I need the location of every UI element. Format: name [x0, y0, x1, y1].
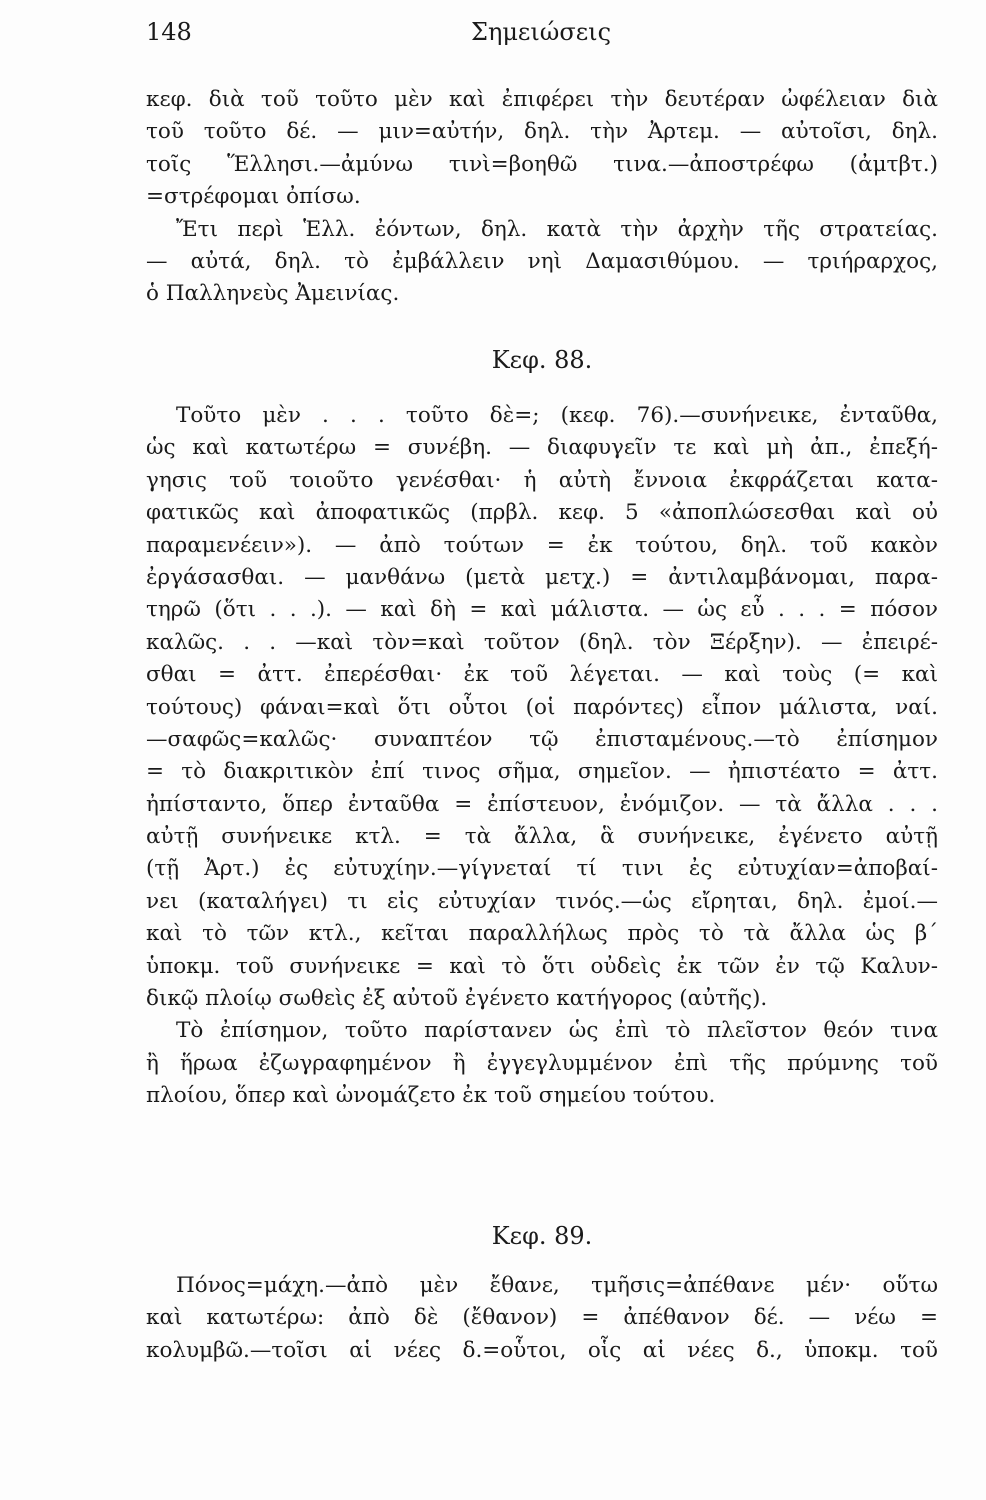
- chapter-heading-88: Κεφ. 88.: [491, 346, 593, 374]
- text-line: Ἔτι περὶ Ἑλλ. ἐόντων, δηλ. κατὰ τὴν ἀρχὴν τῆς στρατείας.: [176, 216, 938, 242]
- running-title: Σημειώσεις: [470, 18, 612, 46]
- text-line: τοῦ τοῦτο δέ. — μιν=αὐτήν, δηλ. τὴν Ἀρτεμ. — αὐτοῖσι, δηλ.: [146, 119, 938, 145]
- text-line: ὡς καὶ κατωτέρω = συνέβη. — διαφυγεῖν τε καὶ μὴ ἀπ., ἐπεξή-: [146, 435, 938, 461]
- text-line: (τῇ Ἀρτ.) ἐς εὐτυχίην.—γίγνεταί τί τινι ἐς εὐτυχίαν=ἀποβαί-: [146, 856, 938, 882]
- chapter-heading-89: Κεφ. 89.: [491, 1222, 593, 1250]
- text-line: τηρῶ (ὅτι . . .). — καὶ δὴ = καὶ μάλιστα. — ὡς εὖ . . . = πόσον: [146, 597, 938, 623]
- notes-continuation: [146, 84, 938, 311]
- text-line: σθαι = ἀττ. ἐπερέσθαι· ἐκ τοῦ λέγεται. — καὶ τοὺς (= καὶ: [146, 662, 938, 688]
- text-line: πλοίου, ὅπερ καὶ ὠνομάζετο ἐκ τοῦ σημείου τούτου.: [146, 1083, 716, 1109]
- page-number: 148: [146, 18, 192, 46]
- text-line: αὐτῇ συνήνεικε κτλ. = τὰ ἄλλα, ἃ συνήνεικε, ἐγένετο αὐτῇ: [146, 824, 938, 850]
- text-line: Πόνος=μάχη.—ἀπὸ μὲν ἔθανε, τμῆσις=ἀπέθανε μέν· οὕτω: [176, 1273, 938, 1298]
- text-line: ἢ ἥρωα ἐζωγραφημένον ἢ ἐγγεγλυμμένον ἐπὶ τῆς πρύμνης τοῦ: [146, 1050, 938, 1076]
- text-line: ὁ Παλληνεὺς Ἀμεινίας.: [146, 281, 400, 307]
- text-line: καλῶς. . . —καὶ τὸν=καὶ τοῦτον (δηλ. τὸν Ξέρξην). — ἐπειρέ-: [146, 629, 938, 655]
- text-line: καὶ κατωτέρω: ἀπὸ δὲ (ἔθανον) = ἀπέθανον δέ. — νέω =: [146, 1305, 938, 1331]
- notes-chapter-89: [146, 1270, 938, 1367]
- text-line: — αὐτά, δηλ. τὸ ἐμβάλλειν νηὶ Δαμασιθύμου. — τριήραρχος,: [146, 248, 938, 274]
- text-line: δικῷ πλοίῳ σωθεὶς ἐξ αὐτοῦ ἐγένετο κατήγορος (αὐτῆς).: [146, 986, 768, 1012]
- text-line: = τὸ διακριτικὸν ἐπί τινος σῆμα, σημεῖον. — ἠπιστέατο = ἀττ.: [146, 759, 938, 785]
- text-line: =στρέφομαι ὀπίσω.: [146, 184, 361, 210]
- text-line: καὶ τὸ τῶν κτλ., κεῖται παραλλήλως πρὸς τὸ τὰ ἄλλα ὡς β΄: [146, 921, 938, 947]
- text-line: Τὸ ἐπίσημον, τοῦτο παρίστανεν ὡς ἐπὶ τὸ πλεῖστον θεόν τινα: [176, 1018, 938, 1044]
- text-line: κεφ. διὰ τοῦ τοῦτο μὲν καὶ ἐπιφέρει τὴν δευτέραν ὠφέλειαν διὰ: [146, 87, 938, 112]
- text-line: ἐργάσασθαι. — μανθάνω (μετὰ μετχ.) = ἀντιλαμβάνομαι, παρα-: [146, 564, 938, 590]
- running-head: [146, 18, 936, 58]
- text-line: φατικῶς καὶ ἀποφατικῶς (πρβλ. κεφ. 5 «ἀποπλώσεσθαι καὶ οὐ: [146, 500, 938, 526]
- text-line: —σαφῶς=καλῶς· συναπτέον τῷ ἐπισταμένους.—τὸ ἐπίσημον: [146, 726, 938, 752]
- text-line: ὑποκμ. τοῦ συνήνεικε = καὶ τὸ ὅτι οὐδεὶς ἐκ τῶν ἐν τῷ Καλυν-: [146, 953, 938, 979]
- text-line: νει (καταλήγει) τι εἰς εὐτυχίαν τινός.—ὡς εἴρηται, δηλ. ἐμοί.—: [146, 888, 938, 914]
- text-line: γησις τοῦ τοιοῦτο γενέσθαι· ἡ αὐτὴ ἔννοια ἐκφράζεται κατα-: [146, 467, 938, 493]
- text-line: ἠπίσταντο, ὅπερ ἐνταῦθα = ἐπίστευον, ἐνόμιζον. — τὰ ἄλλα . . .: [146, 791, 938, 817]
- notes-chapter-88: [146, 400, 938, 1113]
- text-line: τοῖς Ἕλλησι.—ἀμύνω τινὶ=βοηθῶ τινα.—ἀποστρέφω (ἀμτβτ.): [146, 151, 938, 177]
- text-line: παραμενέειν»). — ἀπὸ τούτων = ἐκ τούτου, δηλ. τοῦ κακὸν: [146, 532, 938, 558]
- text-line: κολυμβῶ.—τοῖσι αἱ νέες δ.=οὗτοι, οἷς αἱ νέες δ., ὑποκμ. τοῦ: [146, 1337, 938, 1363]
- text-line: τούτους) φάναι=καὶ ὅτι οὗτοι (οἱ παρόντες) εἶπον μάλιστα, ναί.: [146, 694, 938, 720]
- text-line: Τοῦτο μὲν . . . τοῦτο δὲ=; (κεφ. 76).—συνήνεικε, ἐνταῦθα,: [176, 403, 938, 428]
